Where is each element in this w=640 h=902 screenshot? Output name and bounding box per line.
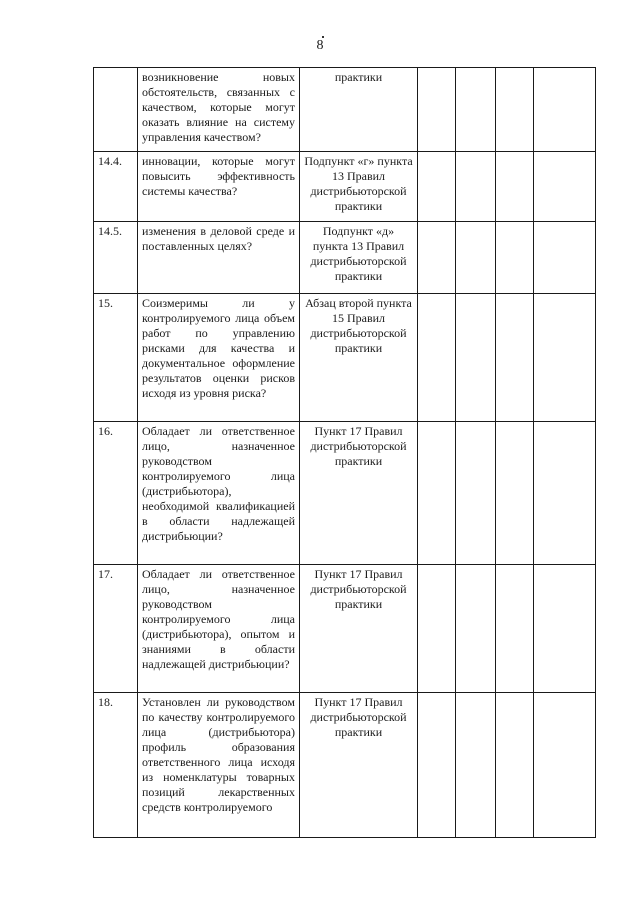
- notes-cell[interactable]: [534, 294, 596, 422]
- row-number: 18.: [94, 693, 138, 838]
- page-number: 8: [316, 38, 324, 53]
- notes-cell[interactable]: [534, 693, 596, 838]
- requirement-question: Установлен ли руководством по качеству контролируемого лица (дистрибьютора) профиль образования ответственного лица исходя из номенклатуры товарных позиций лекарственных средств контролируемого: [138, 693, 300, 838]
- requirement-question: возникновение новых обстоятельств, связанных с качеством, которые могут оказать влияние на систему управления качеством?: [138, 68, 300, 152]
- answer-cell-no[interactable]: [456, 222, 496, 294]
- table-row: [94, 422, 596, 565]
- legal-reference: Подпункт «д» пункта 13 Правил дистрибьюторской практики: [300, 222, 418, 294]
- answer-cell-na[interactable]: [496, 152, 534, 222]
- answer-cell-yes[interactable]: [418, 152, 456, 222]
- notes-cell[interactable]: [534, 68, 596, 152]
- checklist-table: [93, 67, 596, 838]
- notes-cell[interactable]: [534, 152, 596, 222]
- requirement-question: инновации, которые могут повысить эффективность системы качества?: [138, 152, 300, 222]
- legal-reference: практики: [300, 68, 418, 152]
- answer-cell-no[interactable]: [456, 422, 496, 565]
- table-row: [94, 693, 596, 838]
- answer-cell-yes[interactable]: [418, 565, 456, 693]
- table-row: [94, 222, 596, 294]
- legal-reference: Пункт 17 Правил дистрибьюторской практики: [300, 565, 418, 693]
- requirement-question: изменения в деловой среде и поставленных целях?: [138, 222, 300, 294]
- row-number: 15.: [94, 294, 138, 422]
- requirement-question: Обладает ли ответственное лицо, назначенное руководством контролируемого лица (дистрибьютора), необходимой квалификацией в области надлежащей дистрибьюции?: [138, 422, 300, 565]
- table-row: [94, 68, 596, 152]
- answer-cell-no[interactable]: [456, 152, 496, 222]
- row-number: [94, 68, 138, 152]
- legal-reference: Подпункт «г» пункта 13 Правил дистрибьюторской практики: [300, 152, 418, 222]
- notes-cell[interactable]: [534, 422, 596, 565]
- row-number: 14.5.: [94, 222, 138, 294]
- answer-cell-no[interactable]: [456, 68, 496, 152]
- answer-cell-yes[interactable]: [418, 68, 456, 152]
- legal-reference: Абзац второй пункта 15 Правил дистрибьюторской практики: [300, 294, 418, 422]
- answer-cell-yes[interactable]: [418, 294, 456, 422]
- row-number: 17.: [94, 565, 138, 693]
- answer-cell-na[interactable]: [496, 693, 534, 838]
- notes-cell[interactable]: [534, 222, 596, 294]
- answer-cell-no[interactable]: [456, 693, 496, 838]
- answer-cell-no[interactable]: [456, 294, 496, 422]
- table-row: [94, 294, 596, 422]
- legal-reference: Пункт 17 Правил дистрибьюторской практики: [300, 422, 418, 565]
- answer-cell-na[interactable]: [496, 422, 534, 565]
- table-row: [94, 152, 596, 222]
- legal-reference: Пункт 17 Правил дистрибьюторской практики: [300, 693, 418, 838]
- answer-cell-no[interactable]: [456, 565, 496, 693]
- answer-cell-yes[interactable]: [418, 422, 456, 565]
- requirement-question: Соизмеримы ли у контролируемого лица объем работ по управлению рисками для качества и документальное оформление результатов оценки рисков исходя из уровня риска?: [138, 294, 300, 422]
- row-number: 14.4.: [94, 152, 138, 222]
- answer-cell-na[interactable]: [496, 565, 534, 693]
- answer-cell-na[interactable]: [496, 68, 534, 152]
- answer-cell-yes[interactable]: [418, 222, 456, 294]
- answer-cell-na[interactable]: [496, 222, 534, 294]
- notes-cell[interactable]: [534, 565, 596, 693]
- table-row: [94, 565, 596, 693]
- answer-cell-na[interactable]: [496, 294, 534, 422]
- requirement-question: Обладает ли ответственное лицо, назначенное руководством контролируемого лица (дистрибьютора), опытом и знаниями в области надлежащей дистрибьюции?: [138, 565, 300, 693]
- row-number: 16.: [94, 422, 138, 565]
- answer-cell-yes[interactable]: [418, 693, 456, 838]
